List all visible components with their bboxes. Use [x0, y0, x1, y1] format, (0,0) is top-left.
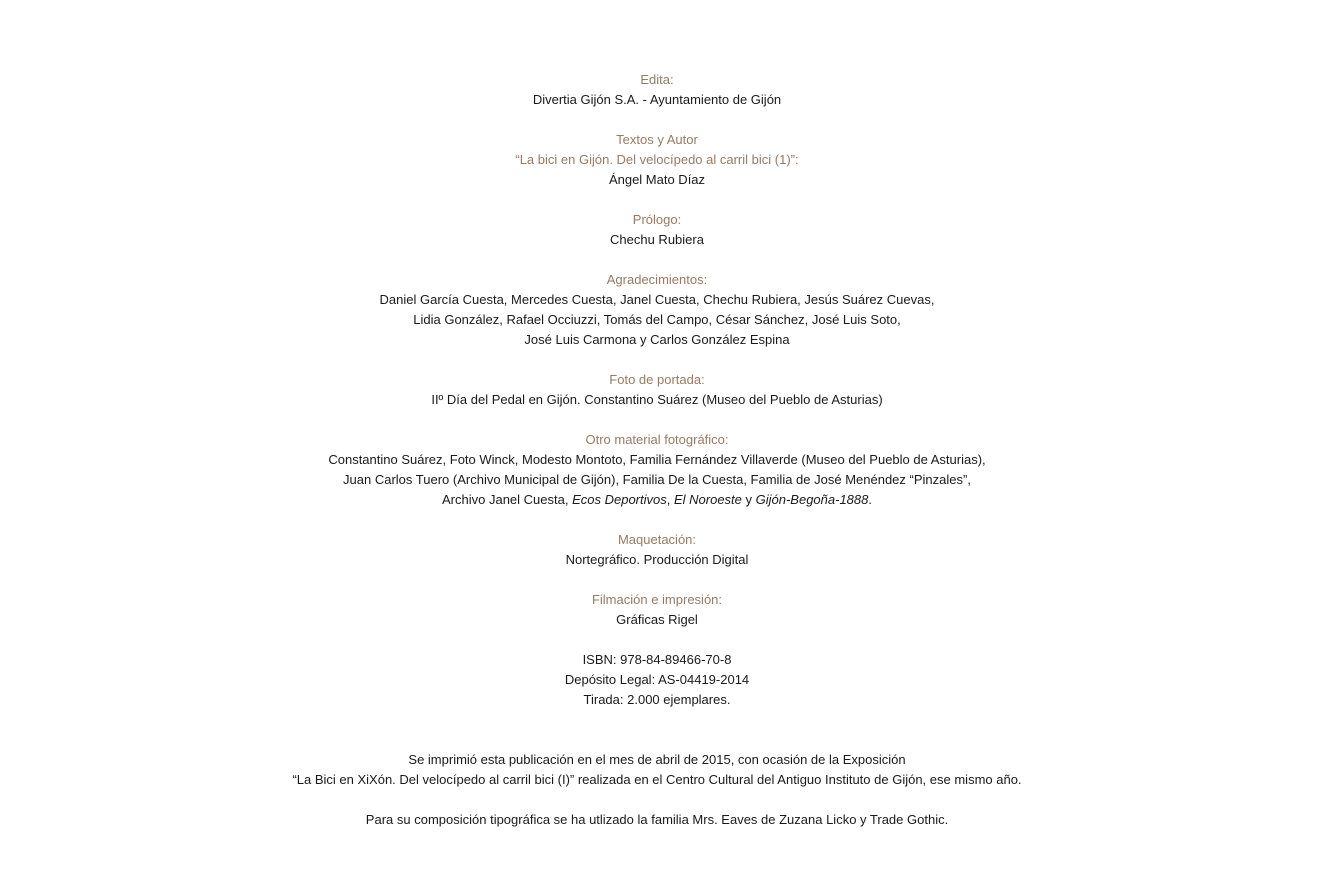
portada-value: IIº Día del Pedal en Gijón. Constantino Suárez (Museo del Pueblo de Asturias)	[431, 392, 883, 407]
otro-material-text: y	[741, 492, 756, 507]
otro-material-label: Otro material fotográfico:	[585, 432, 729, 447]
textos-title: “La bici en Gijón. Del velocípedo al carril bici (1)”:	[515, 152, 799, 167]
nota-line: “La Bici en XiXón. Del velocípedo al carril bici (I)” realizada en el Centro Cultural del Antiguo Instituto de Gijón, ese mismo año.	[292, 772, 1022, 787]
prologo-section	[0, 210, 1314, 250]
spacer	[0, 570, 1314, 590]
otro-material-text: ,	[666, 492, 674, 507]
publication-title-gijon-begona: Gijón-Begoña-1888	[755, 492, 869, 507]
publication-title-noroeste: El Noroeste	[673, 492, 742, 507]
otro-material-text: Archivo Janel Cuesta,	[442, 492, 573, 507]
publication-title-ecos: Ecos Deportivos	[572, 492, 667, 507]
prologo-value: Chechu Rubiera	[610, 232, 704, 247]
nota-section	[0, 750, 1314, 830]
spacer	[0, 110, 1314, 130]
legal-section	[0, 650, 1314, 710]
deposito-legal: Depósito Legal: AS-04419-2014	[564, 672, 750, 687]
otro-material-line: Constantino Suárez, Foto Winck, Modesto Montoto, Familia Fernández Villaverde (Museo del Pueblo de Asturias),	[328, 452, 986, 467]
textos-author: Ángel Mato Díaz	[608, 172, 706, 187]
otro-material-section	[0, 430, 1314, 510]
agradecimientos-line: Lidia González, Rafael Occiuzzi, Tomás del Campo, César Sánchez, José Luis Soto,	[413, 312, 901, 327]
spacer	[0, 410, 1314, 430]
filmacion-value: Gráficas Rigel	[616, 612, 698, 627]
otro-material-text: .	[868, 492, 872, 507]
edita-label: Edita:	[640, 72, 674, 87]
isbn: ISBN: 978-84-89466-70-8	[582, 652, 732, 667]
spacer	[0, 710, 1314, 750]
portada-label: Foto de portada:	[609, 372, 705, 387]
agradecimientos-line: Daniel García Cuesta, Mercedes Cuesta, Janel Cuesta, Chechu Rubiera, Jesús Suárez Cuevas,	[379, 292, 935, 307]
edita-value: Divertia Gijón S.A. - Ayuntamiento de Gijón	[532, 92, 782, 107]
agradecimientos-section	[0, 270, 1314, 350]
colophon	[0, 70, 1314, 830]
filmacion-section	[0, 590, 1314, 630]
tirada: Tirada: 2.000 ejemplares.	[583, 692, 731, 707]
maquetacion-value: Nortegráfico. Producción Digital	[565, 552, 749, 567]
spacer	[0, 350, 1314, 370]
filmacion-label: Filmación e impresión:	[591, 592, 723, 607]
nota-line: Se imprimió esta publicación en el mes de abril de 2015, con ocasión de la Exposición	[408, 752, 906, 767]
edita-section	[0, 70, 1314, 110]
spacer	[0, 630, 1314, 650]
prologo-label: Prólogo:	[632, 212, 682, 227]
maquetacion-section	[0, 530, 1314, 570]
textos-section	[0, 130, 1314, 190]
spacer	[0, 510, 1314, 530]
otro-material-line: Juan Carlos Tuero (Archivo Municipal de Gijón), Familia De la Cuesta, Familia de José Menéndez “Pinzales”,	[343, 472, 971, 487]
otro-material-last-line	[0, 490, 1314, 510]
portada-section	[0, 370, 1314, 410]
tipografia-note: Para su composición tipográfica se ha utlizado la familia Mrs. Eaves de Zuzana Licko y Trade Gothic.	[365, 812, 949, 827]
spacer	[0, 790, 1314, 810]
agradecimientos-line: José Luis Carmona y Carlos González Espina	[524, 332, 790, 347]
maquetacion-label: Maquetación:	[617, 532, 697, 547]
agradecimientos-label: Agradecimientos:	[606, 272, 708, 287]
spacer	[0, 190, 1314, 210]
textos-label: Textos y Autor	[616, 132, 698, 147]
spacer	[0, 250, 1314, 270]
